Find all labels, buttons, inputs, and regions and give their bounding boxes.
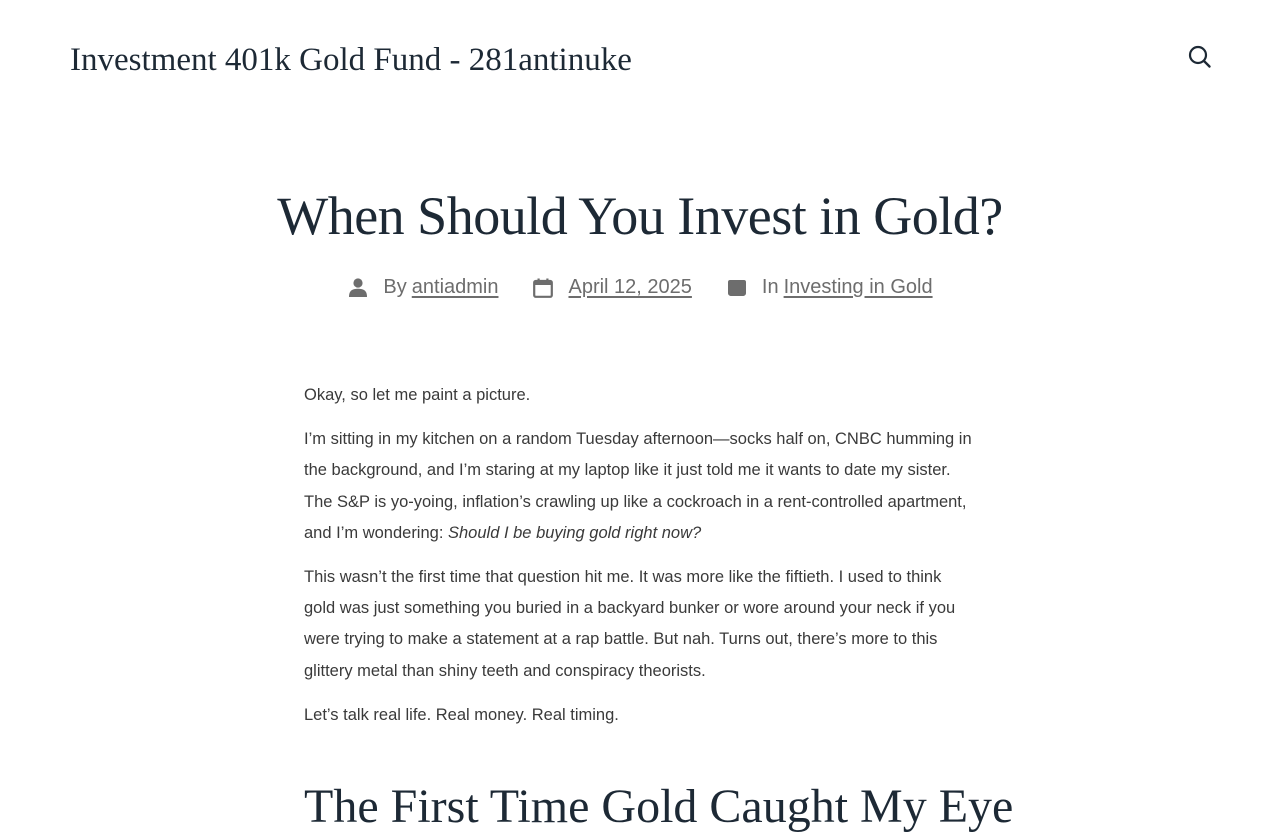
post-meta <box>0 276 1280 299</box>
author-link[interactable]: antiadmin <box>411 276 499 298</box>
paragraph-kitchen-emphasis: Should I be buying gold right now? <box>448 523 702 542</box>
paragraph-first-time: This wasn’t the first time that question hit me. It was more like the fiftieth. I used to think gold was just something you buried in a backyard bunker or wore around your neck if you were trying to make a statement at a rap battle. But nah. Turns out, there’s more to this glittery metal than shiny teeth and conspiracy theorists. <box>304 568 956 680</box>
paragraph-intro: Okay, so let me paint a picture. <box>304 386 531 404</box>
search-icon <box>1187 44 1213 73</box>
paragraph-kitchen <box>304 424 976 549</box>
post-title: When Should You Invest in Gold? <box>277 186 1003 246</box>
search-toggle-button[interactable] <box>1184 42 1216 74</box>
paragraph-kitchen-text: I’m sitting in my kitchen on a random Tuesday afternoon—socks half on, CNBC humming in the background, and I’m staring at my laptop like it just told me it wants to date my sister. The S&P is yo-yoing, inflation’s crawling up like a cockroach in a rent-controlled apartment, and I’m wondering: <box>304 430 972 542</box>
category-prefix: In <box>761 276 779 298</box>
post-author <box>347 276 498 299</box>
site-header <box>0 0 1280 120</box>
post-content <box>304 380 1014 835</box>
folder-icon <box>726 277 748 299</box>
post-category <box>726 276 933 299</box>
post-header <box>0 180 1280 252</box>
site-title-link[interactable]: Investment 401k Gold Fund - 281antinuke <box>70 42 632 78</box>
category-link[interactable]: Investing in Gold <box>783 276 933 298</box>
post-date <box>532 276 691 299</box>
person-icon <box>347 277 369 299</box>
section-heading: The First Time Gold Caught My Eye <box>304 780 1014 834</box>
author-prefix: By <box>383 276 407 298</box>
calendar-icon <box>532 277 554 299</box>
paragraph-real-life: Let’s talk real life. Real money. Real timing. <box>304 705 619 724</box>
date-link[interactable]: April 12, 2025 <box>568 276 692 298</box>
